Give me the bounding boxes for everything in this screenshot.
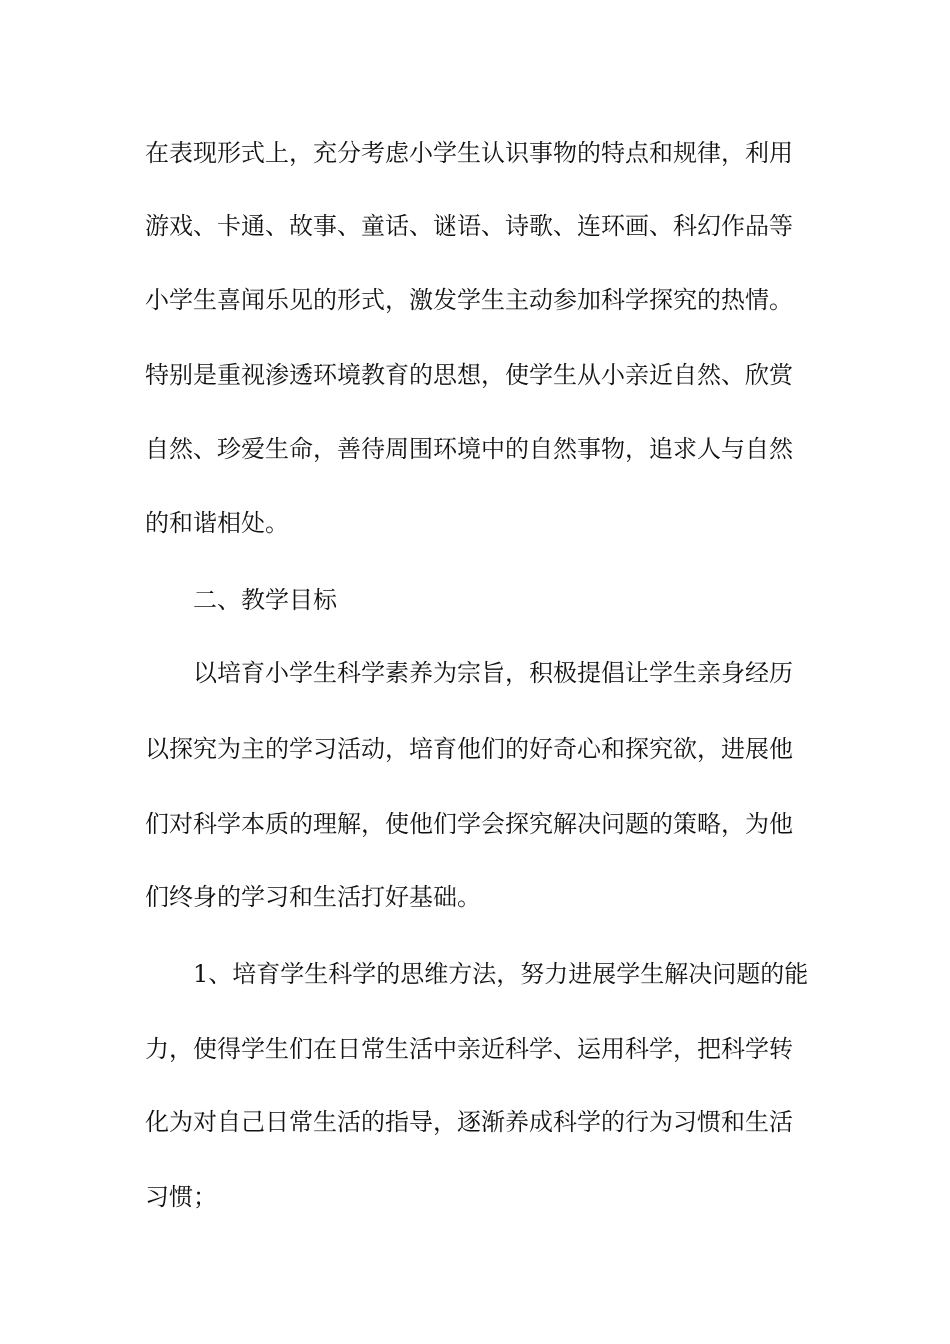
paragraph-line: 们终身的学习和生活打好基础。 (145, 883, 481, 911)
paragraph-line: 化为对自己日常生活的指导，逐渐养成科学的行为习惯和生活 (145, 1108, 793, 1136)
paragraph-line: 以培育小学生科学素养为宗旨，积极提倡让学生亲身经历 (193, 659, 793, 687)
paragraph-line: 的和谐相处。 (145, 509, 289, 537)
paragraph-line: 特别是重视渗透环境教育的思想，使学生从小亲近自然、欣赏 (145, 361, 793, 389)
paragraph-line: 们对科学本质的理解，使他们学会探究解决问题的策略，为他 (145, 810, 793, 838)
paragraph-line: 自然、珍爱生命，善待周围环境中的自然事物，追求人与自然 (145, 435, 793, 463)
paragraph-line: 小学生喜闻乐见的形式，激发学生主动参加科学探究的热情。 (145, 286, 793, 314)
paragraph-line: 力，使得学生们在日常生活中亲近科学、运用科学，把科学转 (145, 1035, 793, 1063)
section-heading: 二、教学目标 (193, 586, 337, 614)
paragraph-line: 1、培育学生科学的思维方法，努力进展学生解决问题的能 (193, 960, 809, 988)
paragraph-line: 以探究为主的学习活动，培育他们的好奇心和探究欲，进展他 (145, 735, 793, 763)
paragraph-line: 在表现形式上，充分考虑小学生认识事物的特点和规律，利用 (145, 139, 793, 167)
paragraph-line: 习惯； (145, 1183, 217, 1211)
paragraph-line: 游戏、卡通、故事、童话、谜语、诗歌、连环画、科幻作品等 (145, 212, 793, 240)
